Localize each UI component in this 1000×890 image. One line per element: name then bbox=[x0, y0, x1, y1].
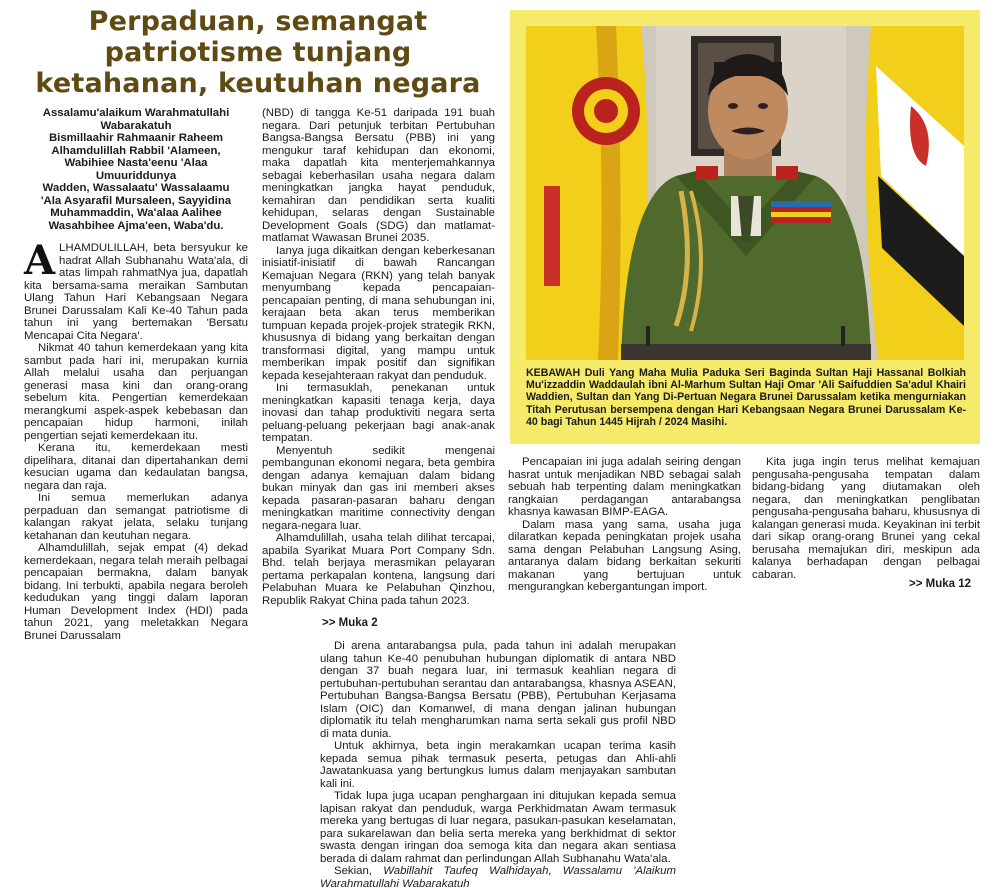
continuation-column bbox=[320, 640, 676, 890]
continued-from-page-2: >> Muka 2 bbox=[322, 617, 378, 629]
paragraph: Di arena antarabangsa pula, pada tahun ini adalah merupakan ulang tahun Ke-40 penubuhan hubungan diplomatik di antara NBD dengan 37 buah negara luar, ini termasuk keahlian negara di pertubuhan-pertubuhan serantau dan antarabangsa, khasnya ASEAN, Pertubuhan Bangsa-Bangsa Bersatu (PBB), Pertubuhan Kerjasama Islam (OIC) dan Komanwel, di mana dengan jalinan hubungan diplomatik itu telah mengharumkan nama serta sekali gus profil NBD di mata dunia. bbox=[320, 640, 676, 740]
paragraph: (NBD) di tangga Ke-51 daripada 191 buah negara. Dari petunjuk terbitan Pertubuhan Bangsa-Bangsa Bersatu (PBB) ini yang mengukur taraf kehidupan dan ekonomi, maka dapatlah kita menterjemahkannya sebagai keberhasilan usaha negara dalam meningkatkan jangka hayat penduduk, kemahiran dan pendidikan serta kualiti kehidupan, selaras dengan Sustainable Development Goals (SDG) dan matlamat-matlamat Wawasan Brunei 2035. bbox=[262, 107, 495, 244]
photo-caption: KEBAWAH Duli Yang Maha Mulia Paduka Seri Baginda Sultan Haji Hassanal Bolkiah Mu'izzaddin Waddaulah ibni Al-Marhum Sultan Haji Omar 'Ali Saifuddien Sa'adul Khairi Waddien, Sultan dan Yang Di-Pertuan Negara Brunei Darussalam ketika mengurniakan Titah Perutusan bersempena dengan Hari Kebangsaan Negara Brunei Darussalam Ke-40 bagi Tahun 1445 Hijrah / 2024 Masihi. bbox=[526, 367, 966, 428]
column-1 bbox=[24, 107, 248, 642]
salutation bbox=[24, 107, 248, 232]
drop-cap: A bbox=[24, 237, 56, 284]
salutation-line: Alhamdulillah Rabbil 'Alameen, bbox=[51, 144, 221, 157]
paragraph: Pencapaian ini juga adalah seiring dengan hasrat untuk menjadikan NBD sebagai salah sebuah hab terpenting dalam meningkatkan rangkaian perdagangan antarabangsa khasnya kawasan BIMP-EAGA. bbox=[508, 456, 741, 518]
closing-salam: Wabillahit Taufeq Walhidayah, Wassalamu 'Alaikum Warahmatullahi Wabarakatuh bbox=[320, 865, 676, 890]
closing-paragraph bbox=[320, 865, 676, 890]
paragraph: Ianya juga dikaitkan dengan keberkesanan inisiatif-inisiatif di bawah Rancangan Kemajuan Negara (RKN) yang telah banyak menyumbang kepada pencapaian-pencapaian penting, di mana sehubungan ini, kerajaan beta akan terus memberikan tumpuan kepada projek-projek strategik RKN, khususnya di bidang yang berkaitan dengan transformasi digital, yang mampu untuk memberikan impak positif dan signifikan kepada kesejahteraan rakyat dan penduduk. bbox=[262, 244, 495, 382]
paragraph bbox=[24, 237, 248, 342]
paragraph: Ini semua memerlukan adanya perpaduan dan semangat patriotisme di kalangan rakyat jelata, selaku tunjang ketahanan dan keutuhan negara. bbox=[24, 492, 248, 542]
headline-line-1: Perpaduan, semangat bbox=[88, 6, 428, 37]
salutation-line: Assalamu'alaikum Warahmatullahi bbox=[42, 107, 230, 119]
paragraph: Alhamdulillah, sejak empat (4) dekad kemerdekaan, negara telah meraih pelbagai pencapaian bermakna, dalam banyak bidang. Ini terbukti, apabila negara beroleh kedudukan yang tinggi dalam laporan Human Development Index (HDI) pada tahun 2021, yang meletakkan Negara Brunei Darussalam bbox=[24, 542, 248, 642]
salutation-line: Wabihiee Nasta'eenu 'Alaa Umuuriddunya bbox=[64, 157, 208, 182]
continued-on-page-12: >> Muka 12 bbox=[909, 578, 972, 590]
paragraph: Kerana itu, kemerdekaan mesti dipelihara, ditanai dan dipertahankan demi kesucian ugama dan kedaulatan bangsa, negara dan raja. bbox=[24, 442, 248, 492]
paragraph: Tidak lupa juga ucapan penghargaan ini ditujukan kepada semua lapisan rakyat dan penduduk, warga Perkhidmatan Awam termasuk mereka yang bertugas di luar negara, pasukan-pasukan keselamatan, para sukarelawan dan belia serta mereka yang berkhidmat di sektor swasta dengan iringan doa semoga kita dan negara akan sentiasa berada di dalam rahmat dan perlindungan Allah Subhanahu Wata'ala. bbox=[320, 790, 676, 865]
salutation-line: 'Ala Asyarafil Mursaleen, Sayyidina bbox=[40, 194, 232, 207]
portrait-illustration bbox=[526, 26, 964, 360]
column-3 bbox=[508, 456, 741, 594]
salutation-line: Wabarakatuh bbox=[100, 119, 172, 132]
salutation-line: Bismillaahir Rahmaanir Raheem bbox=[48, 132, 224, 144]
headline-line-2: patriotisme tunjang bbox=[104, 37, 412, 68]
headline-line-3: ketahanan, keutuhan negara bbox=[35, 68, 481, 99]
paragraph: Alhamdulillah, usaha telah dilihat tercapai, apabila Syarikat Muara Port Company Sdn. Bhd. telah berjaya merasmikan pelayaran pertama perkapalan kontena, langsung dari Pelabuhan Muara ke Pelabuhan Qinzhou, Republik Rakyat China pada tahun 2023. bbox=[262, 532, 495, 607]
column-2 bbox=[262, 107, 495, 607]
closing-lead: Sekian, bbox=[334, 865, 372, 877]
paragraph: Menyentuh sedikit mengenai pembangunan ekonomi negara, beta gembira dengan adanya kemajuan dalam bidang bukan minyak dan gas ini memberi akses kepada pasaran-pasaran baharu dengan meningkatkan maritime connectivity dengan negara-negara luar. bbox=[262, 444, 495, 532]
paragraph: Nikmat 40 tahun kemerdekaan yang kita sambut pada hari ini, merupakan kurnia Allah melalui usaha dan perjuangan generasi masa kini dan orang-orang sebelum kita. Pengertian kemerdekaan merangkumi aspek-aspek kebebasan dan pencapaian hidup harmoni, inilah pengertian sejati kemerdekaan itu. bbox=[24, 342, 248, 442]
paragraph: Untuk akhirnya, beta ingin merakamkan ucapan terima kasih kepada semua pihak termasuk peserta, petugas dan Ahli-ahli Jawatankuasa yang bertungkus lumus dalam menjayakan sambutan kali ini. bbox=[320, 740, 676, 790]
salutation-line: Muhammaddin, Wa'alaa Aalihee bbox=[50, 207, 222, 219]
salutation-line: Wadden, Wassalaatu' Wassalaamu bbox=[42, 182, 230, 194]
sultan-portrait-photo bbox=[526, 26, 964, 360]
paragraph: Kita juga ingin terus melihat kemajuan pengusaha-pengusaha tempatan dalam bidang-bidang yang diutamakan oleh negara, dan meningkatkan penglibatan pengusaha-pengusaha baharu, khususnya di kalangan generasi muda. Keyakinan ini terbit dari sikap orang-orang Brunei yang cekal berusaha memajukan diri, meskipun ada kalanya berhadapan dengan pelbagai cabaran. bbox=[752, 456, 980, 581]
paragraph: Ini termasuklah, penekanan untuk meningkatkan kapasiti tenaga kerja, daya inovasi dan tahap produktiviti negara serta peluang-peluang pekerjaan bagi anak-anak tempatan. bbox=[262, 382, 495, 444]
headline bbox=[8, 6, 508, 99]
paragraph-text: LHAMDULILLAH, beta bersyukur ke hadrat Allah Subhanahu Wata'ala, di atas limpah rahmatNya jua, dapatlah kita bersama-sama meraikan Sambutan Ulang Tahun Hari Kebangsaan Negara Brunei Darussalam Kali Ke-40 Tahun pada tahun ini yang bertemakan 'Bersatu Mencapai Cita Negara'. bbox=[24, 242, 248, 342]
photo-caption-box bbox=[510, 10, 980, 444]
salutation-line: Wasahbihee Ajma'een, Waba'du. bbox=[48, 219, 224, 232]
paragraph: Dalam masa yang sama, usaha juga dilaratkan kepada peningkatan projek usaha sama dengan Pelabuhan Langsung Asing, antaranya dalam bidang berkaitan sekuriti makanan yang bertujuan untuk mengurangkan kebergantungan import. bbox=[508, 518, 741, 593]
column-4 bbox=[752, 456, 980, 581]
